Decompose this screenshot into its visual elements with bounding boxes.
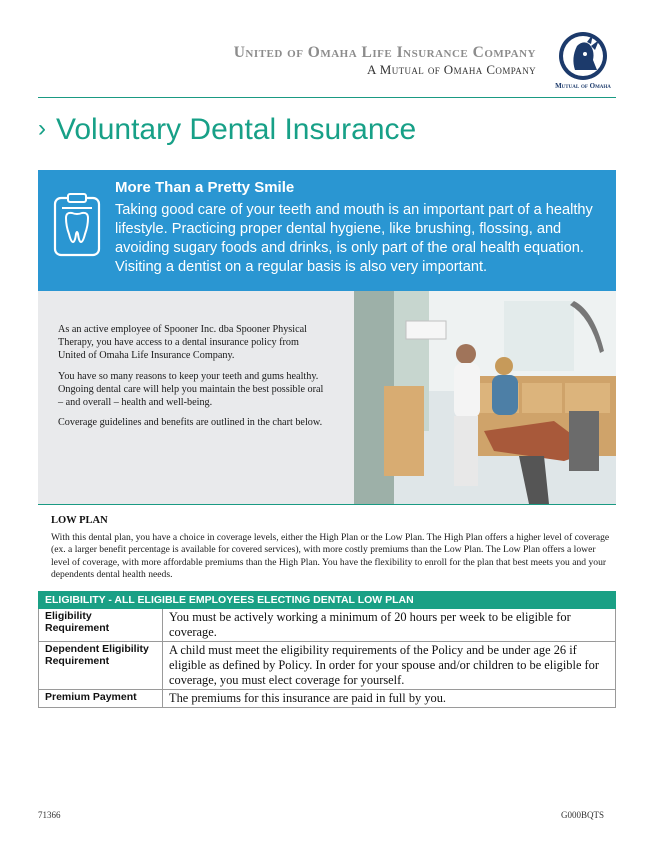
intro-text: [58, 323, 326, 436]
banner-body: Taking good care of your teeth and mouth is an important part of a healthy lifestyle. Practicing proper dental hygiene, like brushing, flossing, and avoiding sugary foods and drinks, is only part of the oral health equation. Visiting a dentist on a regular basis is also very important.: [115, 202, 593, 275]
eligibility-table: [38, 591, 616, 708]
intro-paragraph: As an active employee of Spooner Inc. dba Spooner Physical Therapy, you have access to a dental insurance policy from United of Omaha Life Insurance Company.: [58, 324, 307, 362]
footer-document-code: G000BQTS: [560, 810, 604, 820]
table-row: [39, 642, 616, 690]
tooth-clipboard-icon: [52, 192, 102, 258]
low-plan-paragraph: With this dental plan, you have a choice in coverage levels, either the High Plan or the Low Plan. The High Plan offers a higher level of coverage (ex. a larger benefit percentage is available for covered services), with more costly premiums than the Low Plan. The Low Plan offers a lower level of coverage, with more affordable premiums than the High Plan. You have the flexibility to enroll for the plan that best meets you and your dependents dental health needs.: [51, 532, 610, 581]
row-label: Premium Payment: [39, 690, 163, 708]
row-value: The premiums for this insurance are paid in full by you.: [163, 690, 616, 708]
page-title: [38, 113, 416, 147]
row-value: You must be actively working a minimum of 20 hours per week to be eligible for coverage.: [163, 609, 616, 642]
company-name: United of Omaha Life Insurance Company: [233, 44, 536, 61]
page-title-text: Voluntary Dental Insurance: [56, 113, 417, 146]
table-header-row: [39, 592, 616, 609]
table-row: [39, 609, 616, 642]
chevron-right-icon: ›: [38, 115, 46, 142]
row-value: A child must meet the eligibility requirements of the Policy and be under age 26 if eligible as defined by Policy. In order for your spouse and/or children to be eligible for coverage, you must elect coverage for yourself.: [163, 642, 616, 690]
row-label: Dependent Eligibility Requirement: [39, 642, 163, 690]
footer-form-number: 71366: [38, 810, 61, 820]
intro-paragraph: You have so many reasons to keep your teeth and gums healthy. Ongoing dental care will help you maintain the best possible oral – and overall – health and well-being.: [58, 370, 324, 409]
banner-heading: More Than a Pretty Smile: [115, 179, 295, 196]
row-label: Eligibility Requirement: [39, 609, 163, 642]
intro-paragraph: Coverage guidelines and benefits are outlined in the chart below.: [58, 417, 323, 429]
logo-wordmark: Mutual of Omaha: [555, 82, 611, 90]
header-divider: [38, 97, 616, 98]
table-header: ELIGIBILITY - ALL ELIGIBLE EMPLOYEES ELECTING DENTAL LOW PLAN: [39, 592, 616, 609]
company-tagline: A Mutual of Omaha Company: [367, 62, 536, 77]
table-row: [39, 690, 616, 708]
low-plan-heading: LOW PLAN: [51, 515, 108, 526]
section-divider: [38, 504, 616, 505]
dental-office-photo: [354, 291, 616, 504]
